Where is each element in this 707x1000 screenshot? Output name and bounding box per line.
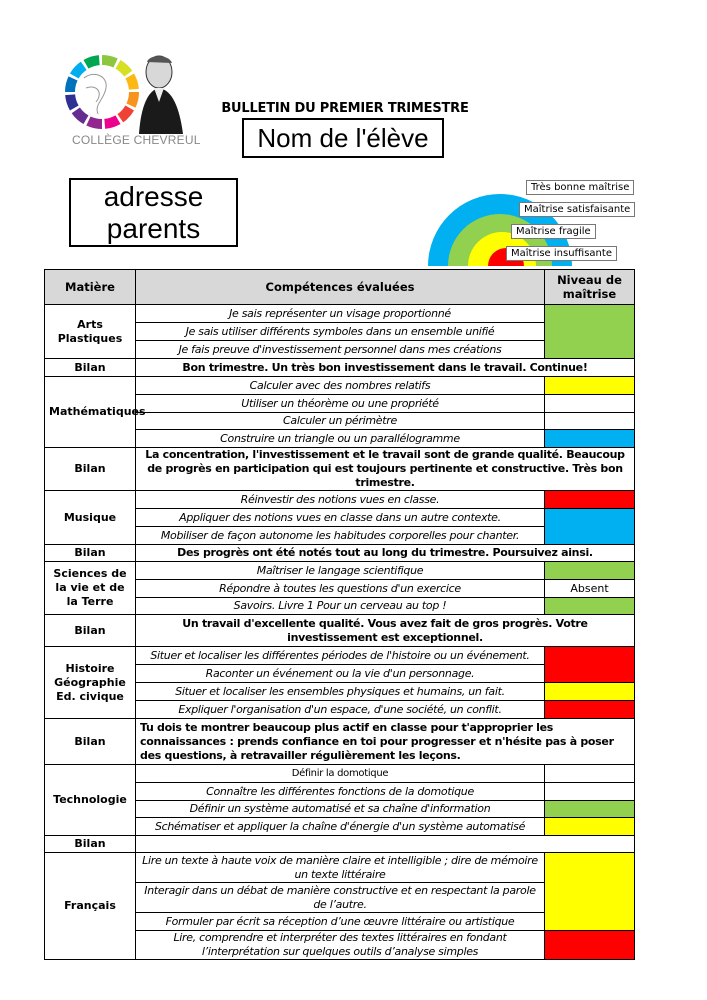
skill-cell: Calculer avec des nombres relatifs bbox=[136, 377, 545, 395]
level-cell-absent: Absent bbox=[545, 580, 635, 598]
subject-musique: Musique bbox=[45, 491, 136, 545]
bilan-text: Tu dois te montrer beaucoup plus actif en classe pour t'approprier les connaissances : prends confiance en toi pour progresser et n'hésite pas à poser des questions, à retravailler régulièrement les leçons. bbox=[136, 719, 635, 765]
parents-address-box bbox=[69, 178, 238, 247]
subject-svt: Sciences de la vie et de la Terre bbox=[45, 562, 136, 615]
subject-mathematiques: Mathématiques bbox=[45, 377, 136, 448]
bilan-row bbox=[45, 836, 635, 853]
skill-cell: Raconter un événement ou la vie d'un personnage. bbox=[136, 665, 545, 683]
table-row bbox=[45, 491, 635, 509]
table-row bbox=[45, 647, 635, 665]
bilan-text: La concentration, l'investissement et le travail sont de grande qualité. Beaucoup de progrès en participation qui est toujours pertinente et constructive. Très bon trimestre. bbox=[136, 448, 635, 491]
skill-cell: Expliquer l'organisation d'un espace, d'une société, un conflit. bbox=[136, 701, 545, 719]
skill-cell: Utiliser un théorème ou une propriété bbox=[136, 395, 545, 413]
skill-cell: Connaître les différentes fonctions de la domotique bbox=[136, 783, 545, 801]
school-name: COLLÈGE CHEVREUL bbox=[72, 133, 201, 147]
skill-cell: Maîtriser le langage scientifique bbox=[136, 562, 545, 580]
skill-cell: Je fais preuve d'investissement personnel dans mes créations bbox=[136, 341, 545, 359]
legend-tres-bonne: Très bonne maîtrise bbox=[526, 180, 634, 195]
bilan-row bbox=[45, 448, 635, 491]
bilan-text: Un travail d'excellente qualité. Vous avez fait de gros progrès. Votre investissement est exceptionnel. bbox=[136, 615, 635, 647]
skill-cell: Définir un système automatisé et sa chaîne d'information bbox=[136, 801, 545, 818]
bilan-row bbox=[45, 615, 635, 647]
level-cell-yellow bbox=[545, 818, 635, 836]
skill-cell: Savoirs. Livre 1 Pour un cerveau au top ! bbox=[136, 598, 545, 615]
bilan-label: Bilan bbox=[45, 545, 136, 562]
level-cell-green bbox=[545, 801, 635, 818]
level-cell-green bbox=[545, 305, 635, 359]
bilan-label: Bilan bbox=[45, 719, 136, 765]
subject-technologie: Technologie bbox=[45, 765, 136, 836]
level-cell-yellow bbox=[545, 683, 635, 701]
subject-arts-plastiques: Arts Plastiques bbox=[45, 305, 136, 359]
skill-cell: Construire un triangle ou un parallélogramme bbox=[136, 430, 545, 448]
address-line-2: parents bbox=[106, 212, 201, 244]
legend-satisfaisante: Maîtrise satisfaisante bbox=[519, 202, 635, 217]
skill-cell: Formuler par écrit sa réception d’une œuvre littéraire ou artistique bbox=[136, 913, 545, 931]
skill-cell: Lire, comprendre et interpréter des textes littéraires en fondant l’interprétation sur quelques outils d’analyse simples bbox=[136, 931, 545, 960]
skill-cell: Lire un texte à haute voix de manière claire et intelligible ; dire de mémoire un texte littéraire bbox=[136, 853, 545, 883]
level-cell-yellow bbox=[545, 377, 635, 395]
skill-cell: Appliquer des notions vues en classe dans un autre contexte. bbox=[136, 509, 545, 527]
skill-cell: Répondre à toutes les questions d'un exercice bbox=[136, 580, 545, 598]
level-cell-red bbox=[545, 701, 635, 719]
level-cell-empty bbox=[545, 395, 635, 413]
table-header-row bbox=[45, 270, 635, 305]
bilan-text: Bon trimestre. Un très bon investissement dans le travail. Continue! bbox=[136, 359, 635, 377]
legend-fragile: Maîtrise fragile bbox=[511, 224, 596, 239]
skill-cell: Situer et localiser les différentes périodes de l'histoire ou un événement. bbox=[136, 647, 545, 665]
level-cell-empty bbox=[545, 765, 635, 783]
level-cell-blue bbox=[545, 509, 635, 545]
table-row bbox=[45, 853, 635, 883]
col-header-matiere: Matière bbox=[45, 270, 136, 305]
level-cell-red bbox=[545, 931, 635, 960]
col-header-niveau: Niveau de maîtrise bbox=[545, 270, 635, 305]
skill-cell: Situer et localiser les ensembles physiques et humains, un fait. bbox=[136, 683, 545, 701]
level-cell-red bbox=[545, 647, 635, 683]
skill-cell: Réinvestir des notions vues en classe. bbox=[136, 491, 545, 509]
skill-cell: Je sais utiliser différents symboles dans un ensemble unifié bbox=[136, 323, 545, 341]
color-wheel-portrait-icon bbox=[64, 50, 194, 140]
skill-cell: Schématiser et appliquer la chaîne d'énergie d'un système automatisé bbox=[136, 818, 545, 836]
level-cell-empty bbox=[545, 413, 635, 430]
bilan-label: Bilan bbox=[45, 448, 136, 491]
level-cell-green bbox=[545, 598, 635, 615]
table-row bbox=[45, 562, 635, 580]
level-cell-blue bbox=[545, 430, 635, 448]
bilan-text: Des progrès ont été notés tout au long du trimestre. Poursuivez ainsi. bbox=[136, 545, 635, 562]
skill-cell: Je sais représenter un visage proportionné bbox=[136, 305, 545, 323]
bilan-label: Bilan bbox=[45, 615, 136, 647]
bilan-row bbox=[45, 359, 635, 377]
address-line-1: adresse bbox=[103, 180, 204, 212]
skill-cell: Définir la domotique bbox=[136, 765, 545, 783]
legend-insuffisante: Maîtrise insuffisante bbox=[506, 246, 617, 261]
table-row bbox=[45, 305, 635, 323]
bilan-row bbox=[45, 719, 635, 765]
level-cell-yellow bbox=[545, 853, 635, 931]
level-cell-empty bbox=[545, 783, 635, 801]
table-row bbox=[45, 377, 635, 395]
page-title: BULLETIN DU PREMIER TRIMESTRE bbox=[221, 101, 469, 116]
table-row bbox=[45, 765, 635, 783]
student-name-field: Nom de l'élève bbox=[242, 118, 444, 158]
bilan-label: Bilan bbox=[45, 359, 136, 377]
skill-cell: Calculer un périmètre bbox=[136, 413, 545, 430]
bilan-text bbox=[136, 836, 635, 853]
grades-table bbox=[44, 269, 635, 960]
subject-histoire-geographie: Histoire Géographie Ed. civique bbox=[45, 647, 136, 719]
skill-cell: Interagir dans un débat de manière constructive et en respectant la parole de l’autre. bbox=[136, 883, 545, 913]
mastery-legend bbox=[426, 178, 631, 268]
col-header-competences: Compétences évaluées bbox=[136, 270, 545, 305]
skill-cell: Mobiliser de façon autonome les habitudes corporelles pour chanter. bbox=[136, 527, 545, 545]
subject-francais: Français bbox=[45, 853, 136, 960]
bilan-row bbox=[45, 545, 635, 562]
bilan-label: Bilan bbox=[45, 836, 136, 853]
level-cell-green bbox=[545, 562, 635, 580]
level-cell-red bbox=[545, 491, 635, 509]
